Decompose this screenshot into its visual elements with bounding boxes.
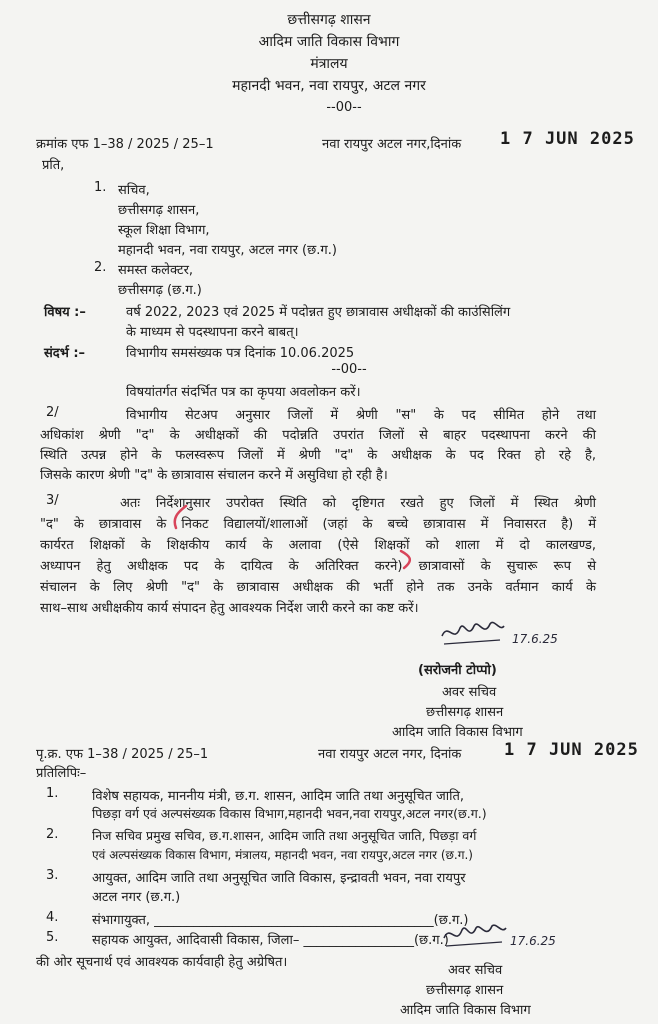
copy-4-text: संभागायुक्त, ___________________________________________(छ.ग.) xyxy=(92,913,469,928)
copy-1-line-1: विशेष सहायक, माननीय मंत्री, छ.ग. शासन, आदिम जाति तथा अनुसूचित जाति, xyxy=(92,789,465,804)
para-3-line-4: अध्यापन हेतु अधीक्षक पद के दायित्व के अतिरिक्त करने) छात्रावासों के सुचारू रूप से xyxy=(40,559,596,574)
copy-2-line-2: एवं अल्पसंख्यक विकास विभाग, मंत्रालय, महानदी भवन, नवा रायपुर,अटल नगर (छ.ग.) xyxy=(92,848,473,862)
reference-text: विभागीय समसंख्यक पत्र दिनांक 10.06.2025 xyxy=(126,346,355,361)
header-govt: छत्तीसगढ़ शासन xyxy=(287,12,371,28)
reference-separator: --00-- xyxy=(331,362,367,377)
copy-label: प्रतिलिपिः– xyxy=(36,766,87,781)
reference-label: संदर्भ :– xyxy=(44,346,86,361)
copy-5-text: सहायक आयुक्त, आदिवासी विकास, जिला– _________________(छ.ग.) xyxy=(92,933,449,948)
closing-note: की ओर सूचनार्थ एवं आवश्यक कार्यवाही हेतु अग्रेषित। xyxy=(36,955,288,970)
para-2-line-3: स्थिति उत्पन्न होने के फलस्वरूप जिलों में श्रेणी "द" के अधीक्षक के पद रिक्त हो रहे है, xyxy=(40,448,596,463)
letter-place-date-label: नवा रायपुर अटल नगर,दिनांक xyxy=(322,137,462,152)
subject-label: विषय :– xyxy=(44,305,86,320)
signature-date-handwritten: 17.6.25 xyxy=(512,632,558,646)
para-2-line-2: अधिकांश श्रेणी "द" के अधीक्षकों की पदोन्नति उपरांत जिलों से बाहर पदस्थापना करने की xyxy=(40,428,596,443)
recipient-1-line-3: स्कूल शिक्षा विभाग, xyxy=(118,223,210,238)
signatory-name: (सरोजनी टोप्पो) xyxy=(418,663,497,678)
red-pen-mark xyxy=(168,504,192,530)
red-pen-mark xyxy=(398,548,422,570)
recipient-2-line-2: छत्तीसगढ़ (छ.ग.) xyxy=(118,283,202,298)
recipient-1-number: 1. xyxy=(94,180,107,195)
recipient-2-line-1: समस्त कलेक्टर, xyxy=(118,263,194,278)
subject-line-2: के माध्यम से पदस्थापना करने बाबत्। xyxy=(126,325,299,340)
recipient-1-line-1: सचिव, xyxy=(118,183,150,198)
para-3-line-2: "द" के छात्रावास के निकट विद्यालयों/शालाओं (जहां के बच्चे छात्रावास में निवासरत है) में xyxy=(40,517,596,532)
para-3-line-5: संचालन के लिए श्रेणी "द" के छात्रावास अधीक्षक की भर्ती होने तक उनके वर्तमान कार्य के xyxy=(40,580,596,595)
prati-label: प्रति, xyxy=(42,158,65,173)
copy-2-line-1: निज सचिव प्रमुख सचिव, छ.ग.शासन, आदिम जाति तथा अनुसूचित जाति, पिछड़ा वर्ग xyxy=(92,828,477,843)
para-2-line-4: जिसके कारण श्रेणी "द" के छात्रावास संचालन करने में असुविधा हो रही है। xyxy=(40,468,388,483)
para-2-number: 2/ xyxy=(46,405,59,420)
header-dept: आदिम जाति विकास विभाग xyxy=(258,34,400,50)
copy-3-line-2: अटल नगर (छ.ग.) xyxy=(92,890,181,905)
para-2-line-1: विभागीय सेटअप अनुसार जिलों में श्रेणी "स" के पद सीमित होने तथा xyxy=(126,408,596,423)
endorsement-number: पृ.क्र. एफ 1–38 / 2025 / 25–1 xyxy=(36,747,209,762)
para-3-line-6: साथ–साथ अधीक्षकीय कार्य संपादन हेतु आवश्यक निर्देश जारी करने का कष्ट करें। xyxy=(40,601,419,616)
copy-2-number: 2. xyxy=(46,827,59,842)
copy-3-number: 3. xyxy=(46,868,59,883)
signatory-2-title: अवर सचिव xyxy=(448,963,503,978)
copy-1-line-2: पिछड़ा वर्ग एवं अल्पसंख्यक विकास विभाग,महानदी भवन,नवा रायपुर,अटल नगर(छ.ग.) xyxy=(92,806,487,821)
copy-4-number: 4. xyxy=(46,910,59,925)
signatory-govt: छत्तीसगढ़ शासन xyxy=(426,705,504,720)
signatory-title: अवर सचिव xyxy=(442,685,497,700)
signatory-2-govt: छत्तीसगढ़ शासन xyxy=(426,983,504,998)
recipient-2-number: 2. xyxy=(94,260,107,275)
recipient-1-line-4: महानदी भवन, नवा रायपुर, अटल नगर (छ.ग.) xyxy=(118,243,337,258)
signature-scribble-2 xyxy=(440,918,510,954)
signatory-dept: आदिम जाति विकास विभाग xyxy=(392,725,523,740)
recipient-1-line-2: छत्तीसगढ़ शासन, xyxy=(118,203,200,218)
endorsement-date-stamp: 1 7 JUN 2025 xyxy=(504,740,639,760)
signatory-2-dept: आदिम जाति विकास विभाग xyxy=(400,1003,531,1018)
para-3-line-3: कार्यरत शिक्षकों के शिक्षकीय कार्य के अलावा (ऐसे शिक्षकों को शाला में दो कालखण्ड, xyxy=(40,538,596,553)
endorsement-place-date-label: नवा रायपुर अटल नगर, दिनांक xyxy=(318,747,462,762)
copy-1-number: 1. xyxy=(46,786,59,801)
copy-5-number: 5. xyxy=(46,930,59,945)
header-separator: --00-- xyxy=(326,100,362,115)
para-3-number: 3/ xyxy=(46,493,59,508)
signature-2-date-handwritten: 17.6.25 xyxy=(510,934,556,948)
body-intro: विषयांतर्गत संदर्भित पत्र का कृपया अवलोकन करें। xyxy=(126,385,361,400)
copy-3-line-1: आयुक्त, आदिम जाति तथा अनुसूचित जाति विकास, इन्द्रावती भवन, नवा रायपुर xyxy=(92,871,466,886)
para-3-line-1: अतः निर्देशानुसार उपरोक्त स्थिति को दृष्टिगत रखते हुए जिलों में स्थित श्रेणी xyxy=(120,496,596,511)
header-ministry: मंत्रालय xyxy=(310,56,348,72)
subject-line-1: वर्ष 2022, 2023 एवं 2025 में पदोन्नत हुए छात्रावास अधीक्षकों की काउंसिलिंग xyxy=(126,305,511,320)
date-stamp: 1 7 JUN 2025 xyxy=(500,129,635,149)
letter-number: क्रमांक एफ 1–38 / 2025 / 25–1 xyxy=(36,137,214,152)
signature-scribble xyxy=(438,614,508,654)
header-address: महानदी भवन, नवा रायपुर, अटल नगर xyxy=(232,78,426,94)
